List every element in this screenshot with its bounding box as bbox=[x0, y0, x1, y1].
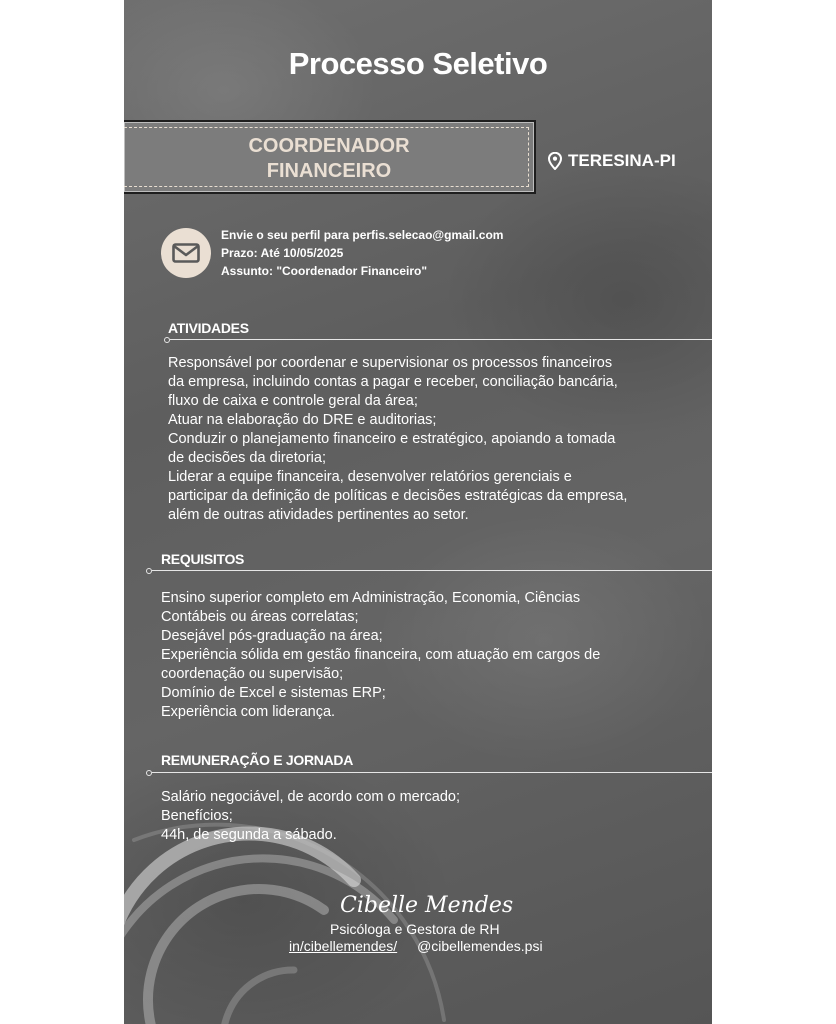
divider-dot bbox=[164, 337, 170, 343]
location-pin-icon bbox=[548, 152, 562, 170]
section-body-atividades bbox=[168, 354, 683, 525]
divider-atividades bbox=[170, 339, 712, 340]
text-line: coordenação ou supervisão; bbox=[161, 666, 344, 682]
text-line: 44h, de segunda a sábado. bbox=[161, 827, 337, 843]
job-title-box bbox=[124, 120, 536, 194]
job-title-line-1: COORDENADOR bbox=[248, 135, 410, 157]
text-line: Benefícios; bbox=[161, 808, 233, 824]
envelope-icon bbox=[172, 243, 200, 263]
text-line: além de outras atividades pertinentes ao setor. bbox=[168, 507, 469, 523]
section-heading-atividades: ATIVIDADES bbox=[168, 320, 249, 336]
text-line: Atuar na elaboração do DRE e auditorias; bbox=[168, 412, 437, 428]
text-line: de decisões da diretoria; bbox=[168, 450, 326, 466]
text-line: Liderar a equipe financeira, desenvolver relatórios gerenciais e bbox=[168, 469, 572, 485]
text-line: fluxo de caixa e controle geral da área; bbox=[168, 393, 418, 409]
signature-role: Psicóloga e Gestora de RH bbox=[330, 921, 500, 937]
text-line: Desejável pós-graduação na área; bbox=[161, 628, 383, 644]
text-line: Experiência sólida em gestão financeira, com atuação em cargos de bbox=[161, 647, 601, 663]
poster-title: Processo Seletivo bbox=[288, 46, 548, 81]
section-body-requisitos bbox=[161, 589, 681, 722]
text-line: Salário negociável, de acordo com o mercado; bbox=[161, 789, 461, 805]
text-line: Domínio de Excel e sistemas ERP; bbox=[161, 685, 386, 701]
linkedin-link[interactable]: in/cibellemendes/ bbox=[289, 938, 398, 954]
section-heading-requisitos: REQUISITOS bbox=[161, 551, 245, 567]
job-title-line-2: FINANCEIRO bbox=[266, 160, 392, 182]
section-heading-remuneracao: REMUNERAÇÃO E JORNADA bbox=[161, 752, 354, 768]
signature-name: Cibelle Mendes bbox=[340, 893, 514, 918]
job-location bbox=[548, 151, 676, 171]
location-label: TERESINA-PI bbox=[568, 151, 676, 170]
text-line: Responsável por coordenar e supervisionar os processos financeiros bbox=[168, 355, 613, 371]
divider-dot bbox=[146, 568, 152, 574]
contact-info bbox=[221, 226, 503, 280]
contact-subject-line: Assunto: "Coordenador Financeiro" bbox=[221, 264, 428, 278]
contact-deadline-line: Prazo: Até 10/05/2025 bbox=[221, 246, 344, 260]
job-poster bbox=[124, 0, 712, 1024]
text-line: Contábeis ou áreas correlatas; bbox=[161, 609, 359, 625]
job-title bbox=[124, 134, 534, 184]
text-line: Experiência com liderança. bbox=[161, 704, 336, 720]
instagram-handle[interactable]: @cibellemendes.psi bbox=[417, 938, 543, 954]
signature-links bbox=[289, 938, 543, 954]
text-line: da empresa, incluindo contas a pagar e receber, conciliação bancária, bbox=[168, 374, 618, 390]
divider-requisitos bbox=[152, 570, 712, 571]
text-line: participar da definição de políticas e decisões estratégicas da empresa, bbox=[168, 488, 628, 504]
text-line: Conduzir o planejamento financeiro e estratégico, apoiando a tomada bbox=[168, 431, 616, 447]
contact-email-line[interactable]: Envie o seu perfil para perfis.selecao@gmail.com bbox=[221, 228, 504, 242]
section-body-remuneracao bbox=[161, 788, 681, 845]
envelope-badge bbox=[161, 228, 211, 278]
text-line: Ensino superior completo em Administração, Economia, Ciências bbox=[161, 590, 581, 606]
